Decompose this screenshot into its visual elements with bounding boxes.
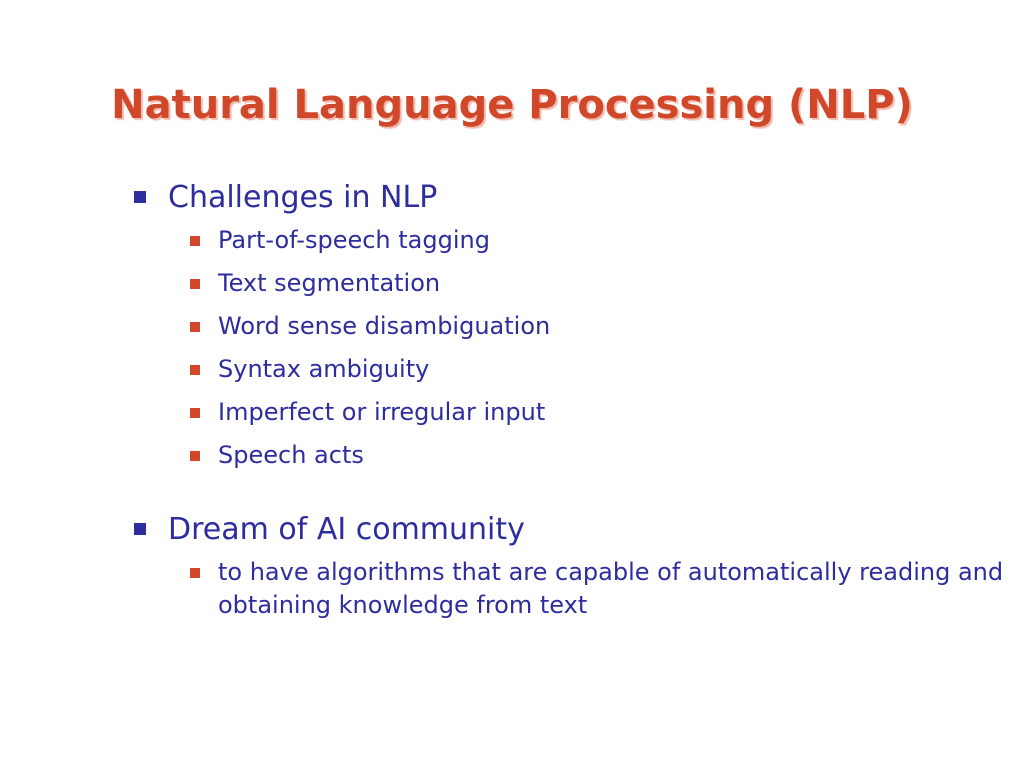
list-item	[190, 224, 1014, 257]
list-item	[190, 396, 1014, 429]
list-item-label: to have algorithms that are capable of automatically reading and obtaining knowledge from text	[218, 558, 1004, 619]
list-item-label: Word sense disambiguation	[218, 312, 551, 340]
square-bullet-icon	[190, 322, 200, 332]
square-bullet-icon	[134, 523, 146, 535]
square-bullet-icon	[134, 191, 146, 203]
slide-body	[134, 178, 1014, 632]
square-bullet-icon	[190, 451, 200, 461]
square-bullet-icon	[190, 236, 200, 246]
level2-list	[190, 556, 1014, 622]
list-item	[190, 353, 1014, 386]
list-item-label: Speech acts	[218, 441, 364, 469]
bullet-section	[134, 178, 1014, 472]
list-item	[190, 556, 1014, 622]
list-item	[190, 267, 1014, 300]
square-bullet-icon	[190, 568, 200, 578]
section-spacer	[134, 482, 1014, 510]
square-bullet-icon	[190, 365, 200, 375]
level2-list	[190, 224, 1014, 472]
list-item	[190, 439, 1014, 472]
list-item-label: Imperfect or irregular input	[218, 398, 546, 426]
list-item-label: Part-of-speech tagging	[218, 226, 490, 254]
square-bullet-icon	[190, 408, 200, 418]
bullet-section	[134, 510, 1014, 622]
page-title: Natural Language Processing (NLP)	[111, 82, 913, 128]
list-item-label: Text segmentation	[218, 269, 441, 297]
square-bullet-icon	[190, 279, 200, 289]
level1-item	[134, 510, 1014, 550]
level1-label: Challenges in NLP	[168, 180, 438, 215]
list-item	[190, 310, 1014, 343]
list-item-label: Syntax ambiguity	[218, 355, 430, 383]
level1-item	[134, 178, 1014, 218]
level1-label: Dream of AI community	[168, 512, 525, 547]
